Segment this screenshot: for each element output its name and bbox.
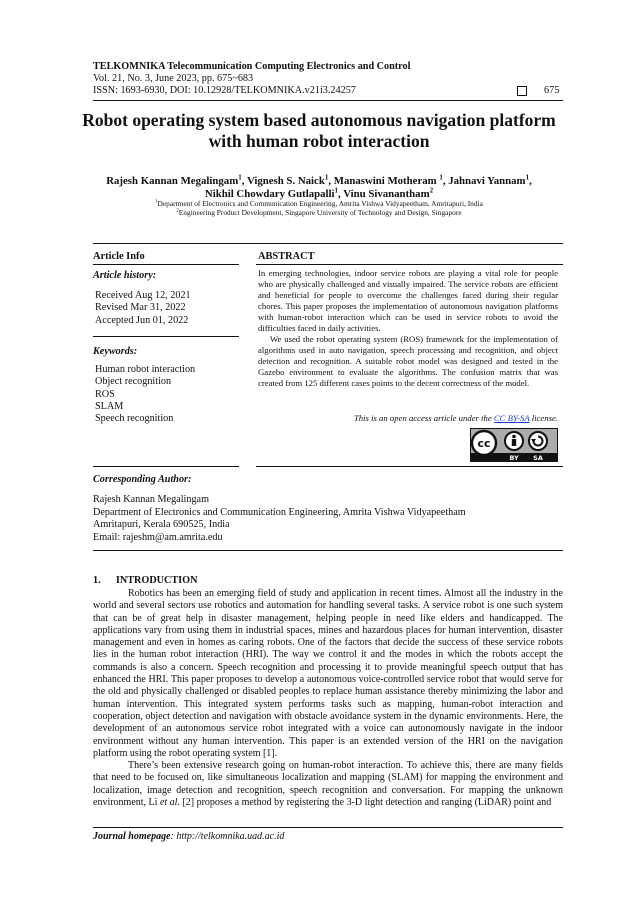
cc-badge-icon	[470, 428, 558, 462]
author: Manaswini Motheram $^1$,	[333, 173, 449, 187]
keyword: Human robot interaction	[95, 364, 196, 375]
journal-name: TELKOMNIKA Telecommunication Computing Electronics and Control	[93, 61, 411, 72]
keyword: ROS	[95, 388, 115, 400]
keywords-heading: Keywords:	[93, 346, 138, 357]
corresponding-address: Amritapuri, Kerala 690525, India	[93, 519, 230, 531]
corresponding-dept: Department of Electronics and Communication Engineering, Amrita Vishwa Vidyapeetham	[93, 506, 466, 518]
footer-divider	[93, 827, 563, 828]
author: Jahnavi Yannam$^1$,	[448, 173, 532, 187]
keyword: Speech recognition	[95, 413, 174, 425]
section-divider	[93, 243, 563, 244]
corresponding-heading: Corresponding Author:	[93, 474, 192, 485]
keyword: SLAM	[95, 400, 124, 412]
section-divider	[256, 264, 563, 265]
history-list	[95, 290, 191, 327]
corresponding-name: Rajesh Kannan Megalingam	[93, 494, 209, 505]
page-number: 675	[544, 85, 560, 96]
affiliation: $^1$Department of Electronics and Communication Engineering, Amrita Vishwa Vidyapeetham, Amritapuri, India	[155, 199, 483, 208]
history-heading: Article history:	[93, 270, 157, 281]
author: Nikhil Chowdary Gutlapalli$^1$,	[204, 186, 344, 200]
history-item: Accepted Jun 01, 2022	[95, 314, 189, 326]
section-divider	[256, 466, 563, 467]
author-list	[88, 175, 550, 201]
section-divider	[93, 336, 239, 337]
keyword: Object recognition	[95, 376, 172, 388]
section-divider	[93, 264, 239, 265]
open-access-note: This is an open access article under the CC BY-SA license.	[353, 413, 558, 423]
abstract-heading: ABSTRACT	[258, 251, 315, 262]
abstract-paragraph: In emerging technologies, indoor service robots are playing a vital role for people who are physically challenged and visually impaired. The service robots are efficient and beneficial for people to overcome the challenges faced during their regular chores. This paper proposes the implementation of autonomous navigation platforms with human-robot interaction which can be used in service robots to avoid the difficulties faced in daily activities.	[258, 268, 558, 333]
issn-doi: ISSN: 1693-6930, DOI: 10.12928/TELKOMNIKA.v21i3.24257	[93, 85, 356, 96]
abstract-body	[258, 268, 558, 389]
body-paragraph: Robotics has been an emerging field of study and application in recent times. Almost all the industry in the world and several sectors use robotics and automation for handling several tasks. A service robot is one such system that can be of great help in disaster management, helping people in need like elders and handicapped. The applications vary from using them in industrial spaces, mines and hazardous places for human intervention, disaster management and even in homes as caring robots. One of the factors that decide the success of these service robots lies in the human robot interaction (HRI). The way we control it and the modes in which the robots accept the commands is also a concern. Speech recognition and processing it to provide meaningful speech output that has enhanced the HRI. This paper proposes to develop a autonomous voice-controlled service robot that would serve for the old and physically challenged or disabled peoples to replace human assistance thereby minimizing the labor and human intervention. This integrated system performs tasks such as mapping, human-robot interaction and cooperation, object detection and navigation with obstacle avoidance system in the dynamic environments. Here, the development of an autonomous service robot integrated with a voice can autonomously navigate in the indoor environment without any human intervention. This paper is an extended version of the HRI on the navigation platform using the robot operating system [1].	[93, 588, 563, 759]
author: Rajesh Kannan Megalingam$^1$,	[106, 173, 247, 187]
introduction-body	[93, 588, 563, 809]
svg-text:cc: cc	[477, 437, 491, 450]
abstract-paragraph: We used the robot operating system (ROS) framework for the implementation of algorithms used in auto navigation, speech processing and recognition, and object detection and recognition. A suitable robot model was designed and tested in the Gazebo environment to evaluate the algorithms. The confusion matrix that was created from 125 different cases points to the decent correctness of the model.	[258, 334, 558, 388]
affiliation: $^2$Engineering Product Development, Singapore University of Technology and Design, Singapore	[176, 208, 462, 217]
badge-by-label: BY	[509, 454, 519, 462]
author: Vinu Sivanantham$^2$	[343, 186, 434, 200]
header-divider	[93, 100, 563, 101]
history-item: Revised Mar 31, 2022	[95, 302, 186, 314]
cc-by-sa-badge[interactable]	[470, 428, 558, 467]
volume-info: Vol. 21, No. 3, June 2023, pp. 675~683	[93, 73, 254, 84]
license-link[interactable]: CC BY-SA	[493, 413, 530, 423]
corresponding-email: Email: rajeshm@am.amrita.edu	[93, 531, 223, 543]
keyword-list	[95, 364, 195, 425]
homepage-url[interactable]: : http://telkomnika.uad.ac.id	[170, 831, 285, 842]
badge-sa-label: SA	[533, 454, 543, 462]
section-divider	[93, 550, 563, 551]
box-icon	[517, 86, 527, 96]
corresponding-details	[93, 494, 466, 544]
author: Vignesh S. Naick$^1$,	[246, 173, 334, 187]
history-item: Received Aug 12, 2021	[95, 290, 191, 301]
article-info-heading: Article Info	[93, 251, 145, 262]
section-heading: 1. INTRODUCTION	[93, 575, 198, 586]
section-divider	[93, 466, 239, 467]
body-paragraph: There’s been extensive research going on human-robot interaction. To achieve this, there are many fields that need to be focused on, like simultaneous localization and mapping (SLAM) for mapping the environment and localization, image detection and recognition, speech recognition and conversation. For mapping the unknown environment, Li et al. [2] proposes a method by registering the 3-D light detection and ranging (LiDAR) point and	[93, 760, 563, 809]
paper-title: Robot operating system based autonomous navigation platform with human robot interaction	[82, 110, 556, 151]
journal-homepage: Journal homepage: http://telkomnika.uad.ac.id	[93, 831, 285, 842]
